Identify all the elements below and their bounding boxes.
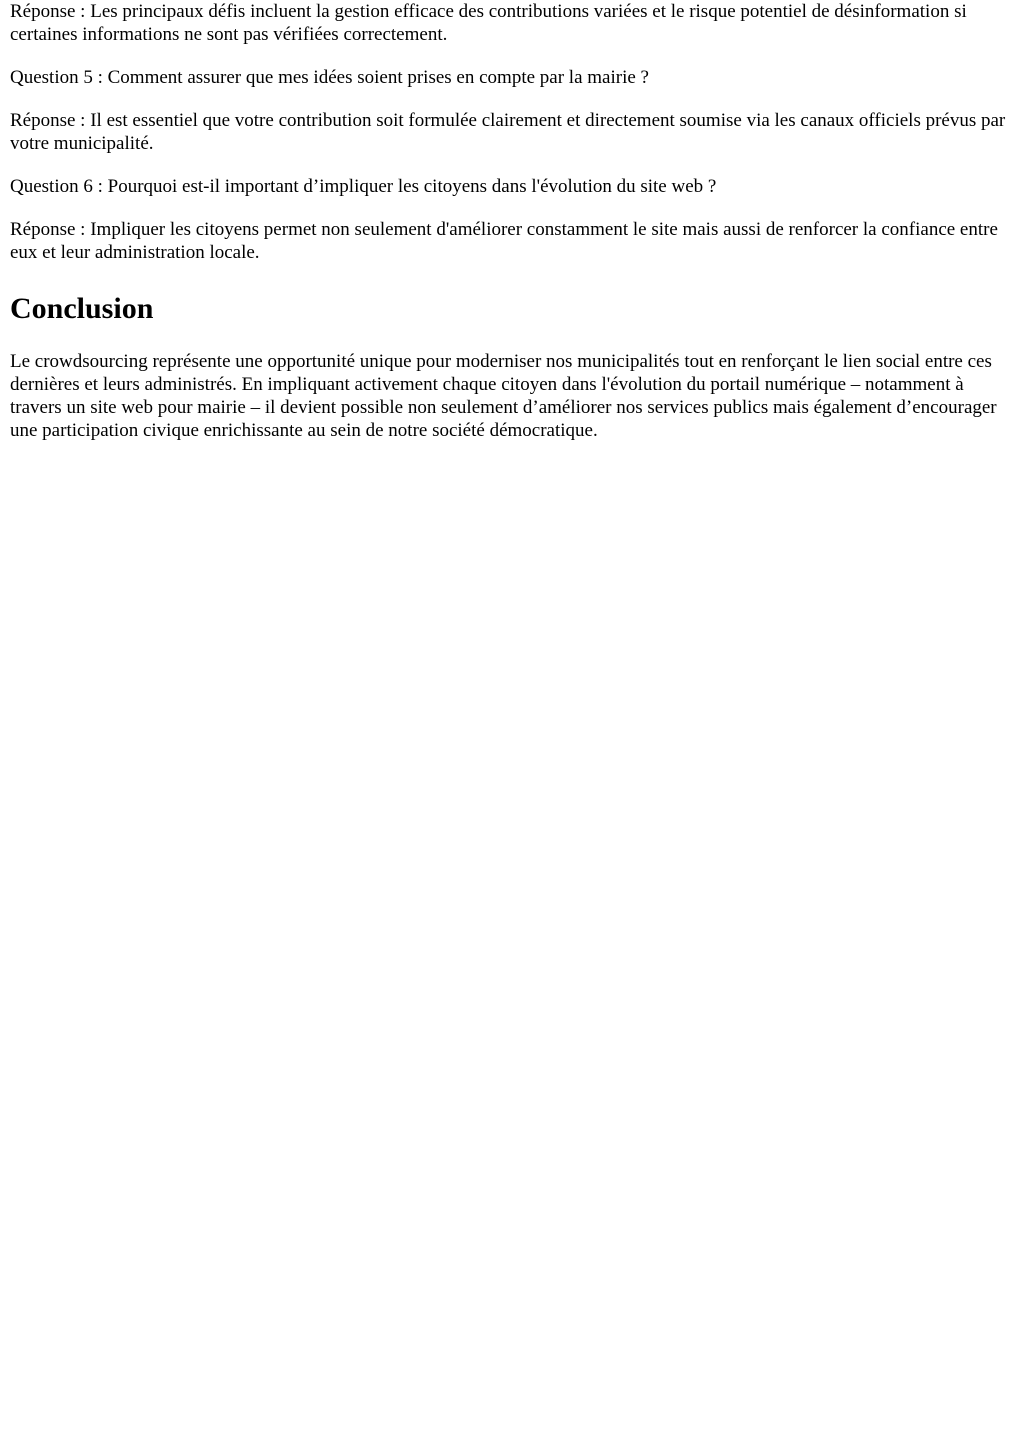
article-content xyxy=(10,0,1014,442)
question-6-paragraph: Question 6 : Pourquoi est-il important d’impliquer les citoyens dans l'évolution du site web ? xyxy=(10,176,717,197)
answer-5-paragraph: Réponse : Il est essentiel que votre contribution soit formulée clairement et directement soumise via les canaux officiels prévus par votre municipalité. xyxy=(10,110,1006,154)
answer-4-paragraph: Réponse : Les principaux défis incluent la gestion efficace des contributions variées et le risque potentiel de désinformation si certaines informations ne sont pas vérifiées correctement. xyxy=(10,1,967,45)
conclusion-paragraph: Le crowdsourcing représente une opportunité unique pour moderniser nos municipalités tout en renforçant le lien social entre ces dernières et leurs administrés. En impliquant activement chaque citoyen dans l'évolution du portail numérique – notamment à travers un site web pour mairie – il devient possible non seulement d’améliorer nos services publics mais également d’encourager une participation civique enrichissante au sein de notre société démocratique. xyxy=(10,351,997,441)
question-5-paragraph: Question 5 : Comment assurer que mes idées soient prises en compte par la mairie ? xyxy=(10,67,649,88)
answer-6-paragraph: Réponse : Impliquer les citoyens permet non seulement d'améliorer constamment le site mais aussi de renforcer la confiance entre eux et leur administration locale. xyxy=(10,219,998,263)
conclusion-heading: Conclusion xyxy=(10,292,154,325)
